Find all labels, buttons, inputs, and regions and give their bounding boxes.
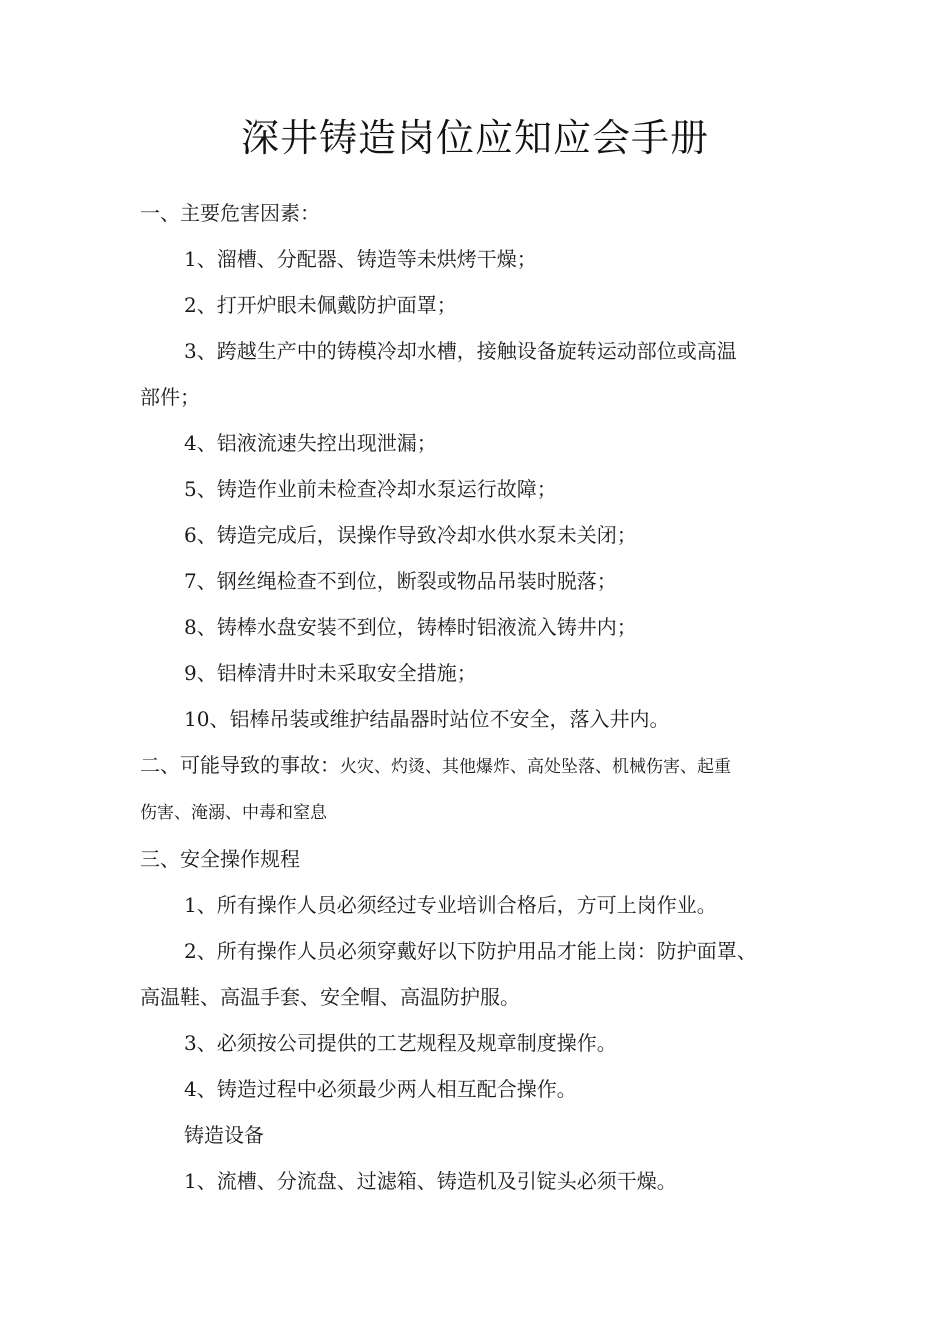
hazard-item: 2、打开炉眼未佩戴防护面罩； [184, 293, 457, 317]
section-heading-procedures: 三、安全操作规程 [140, 847, 300, 871]
procedure-item: 2、所有操作人员必须穿戴好以下防护用品才能上岗：防护面罩、 [184, 939, 757, 963]
hazard-item: 9、铝棒清井时未采取安全措施； [184, 661, 477, 685]
hazard-item: 5、铸造作业前未检查冷却水泵运行故障； [184, 477, 557, 501]
hazard-item: 8、铸棒水盘安装不到位，铸棒时铝液流入铸井内； [184, 615, 637, 639]
document-body [140, 190, 810, 1204]
procedure-item-continuation: 高温鞋、高温手套、安全帽、高温防护服。 [140, 985, 520, 1009]
hazard-item: 6、铸造完成后，误操作导致冷却水供水泵未关闭； [184, 523, 637, 547]
accidents-text-continuation: 伤害、淹溺、中毒和窒息 [140, 803, 327, 823]
hazard-item-continuation: 部件； [140, 385, 200, 409]
equipment-subheading: 铸造设备 [184, 1123, 264, 1147]
procedure-item: 1、所有操作人员必须经过专业培训合格后，方可上岗作业。 [184, 893, 717, 917]
hazard-item: 3、跨越生产中的铸模冷却水槽，接触设备旋转运动部位或高温 [184, 339, 737, 363]
hazard-item: 10、铝棒吊装或维护结晶器时站位不安全，落入井内。 [184, 707, 670, 731]
accidents-text: 火灾、灼烫、其他爆炸、高处坠落、机械伤害、起重 [340, 757, 731, 777]
hazard-item: 7、钢丝绳检查不到位，断裂或物品吊装时脱落； [184, 569, 617, 593]
document-title: 深井铸造岗位应知应会手册 [240, 116, 709, 160]
section-heading-hazards: 一、主要危害因素： [140, 201, 320, 225]
equipment-item: 1、流槽、分流盘、过滤箱、铸造机及引锭头必须干燥。 [184, 1169, 677, 1193]
procedure-item: 4、铸造过程中必须最少两人相互配合操作。 [184, 1077, 577, 1101]
section-heading-accidents: 二、可能导致的事故： [140, 753, 340, 777]
hazard-item: 1、溜槽、分配器、铸造等未烘烤干燥； [184, 247, 537, 271]
accidents-line [140, 742, 810, 790]
procedure-item: 3、必须按公司提供的工艺规程及规章制度操作。 [184, 1031, 617, 1055]
hazard-item: 4、铝液流速失控出现泄漏； [184, 431, 437, 455]
